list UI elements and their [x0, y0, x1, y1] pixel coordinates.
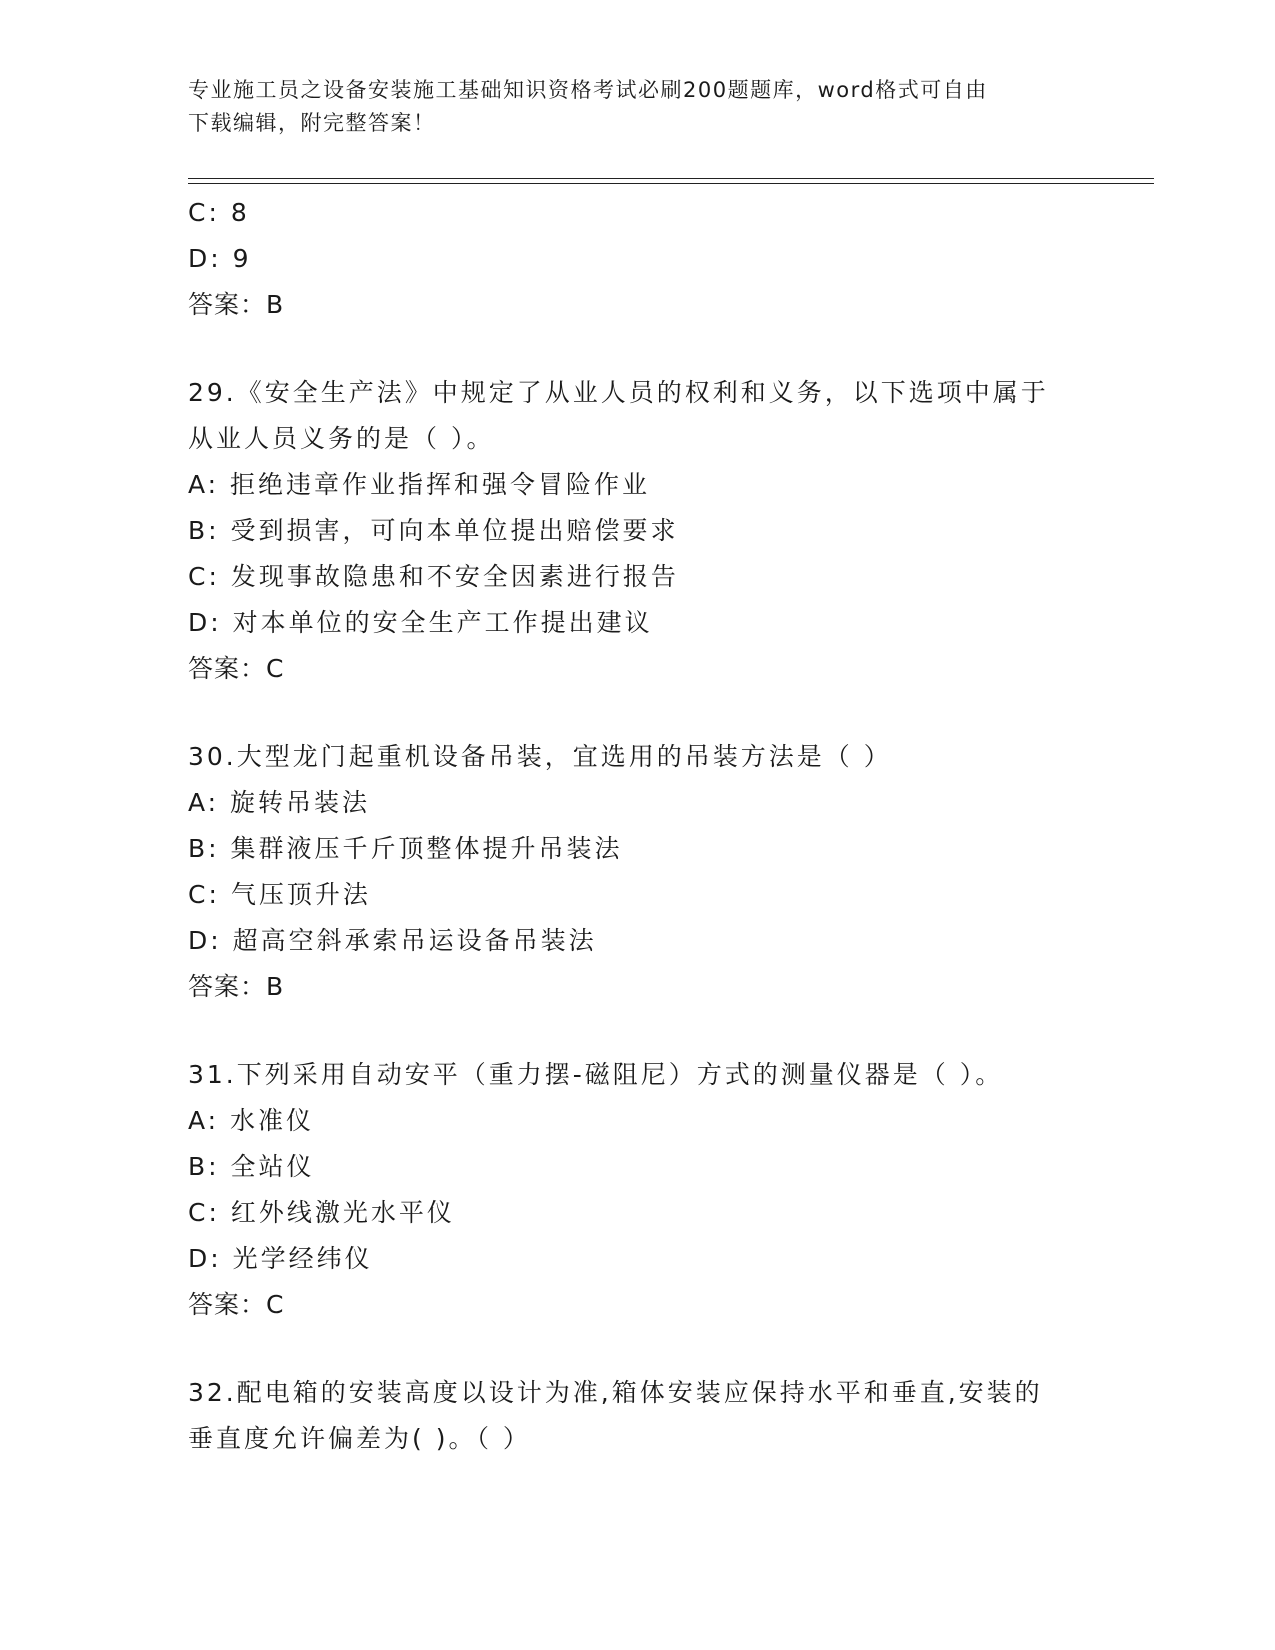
spacer [188, 1328, 1088, 1370]
option-b: B: 受到损害，可向本单位提出赔偿要求 [188, 516, 679, 545]
option-c: C: 气压顶升法 [188, 880, 371, 909]
question-block-31 [188, 1052, 1088, 1328]
spacer [188, 328, 1088, 370]
answer-label: 答案：B [188, 290, 285, 319]
spacer [188, 1010, 1088, 1052]
option-a: A: 水准仪 [188, 1106, 315, 1135]
question-list [188, 190, 1088, 1462]
header-divider-top [188, 178, 1154, 179]
option-d: D: 对本单位的安全生产工作提出建议 [188, 608, 653, 637]
question-text-line: 31.下列采用自动安平（重力摆-磁阻尼）方式的测量仪器是（ ）。 [188, 1060, 1004, 1089]
question-text-line: 垂直度允许偏差为( )。（ ） [188, 1424, 531, 1453]
answer-label: 答案：C [188, 1290, 285, 1319]
question-text-line: 29.《安全生产法》中规定了从业人员的权利和义务，以下选项中属于 [188, 378, 1049, 407]
question-text-line: 从业人员义务的是（ ）。 [188, 424, 495, 453]
option-a: A: 拒绝违章作业指挥和强令冒险作业 [188, 470, 651, 499]
question-block-29 [188, 370, 1088, 692]
option-a: A: 旋转吊装法 [188, 788, 371, 817]
header-line-2: 下载编辑，附完整答案！ [188, 111, 436, 135]
option-c: C: 红外线激光水平仪 [188, 1198, 455, 1227]
option-d: D: 超高空斜承索吊运设备吊装法 [188, 926, 597, 955]
question-text-line: 30.大型龙门起重机设备吊装，宜选用的吊装方法是（ ） [188, 742, 892, 771]
header-line-1: 专业施工员之设备安装施工基础知识资格考试必刷200题题库，word格式可自由 [188, 78, 988, 102]
answer-label: 答案：B [188, 972, 285, 1001]
question-block-32 [188, 1370, 1088, 1462]
option-d: D: 光学经纬仪 [188, 1244, 373, 1273]
spacer [188, 692, 1088, 734]
answer-label: 答案：C [188, 654, 285, 683]
option-d: D: 9 [188, 244, 252, 273]
header-divider-bottom [188, 183, 1154, 184]
document-header [188, 74, 1088, 140]
question-block-30 [188, 734, 1088, 1010]
option-c: C: 8 [188, 198, 250, 227]
question-block-28 [188, 190, 1088, 328]
option-b: B: 集群液压千斤顶整体提升吊装法 [188, 834, 623, 863]
option-b: B: 全站仪 [188, 1152, 315, 1181]
question-text-line: 32.配电箱的安装高度以设计为准,箱体安装应保持水平和垂直,安装的 [188, 1378, 1043, 1407]
option-c: C: 发现事故隐患和不安全因素进行报告 [188, 562, 679, 591]
